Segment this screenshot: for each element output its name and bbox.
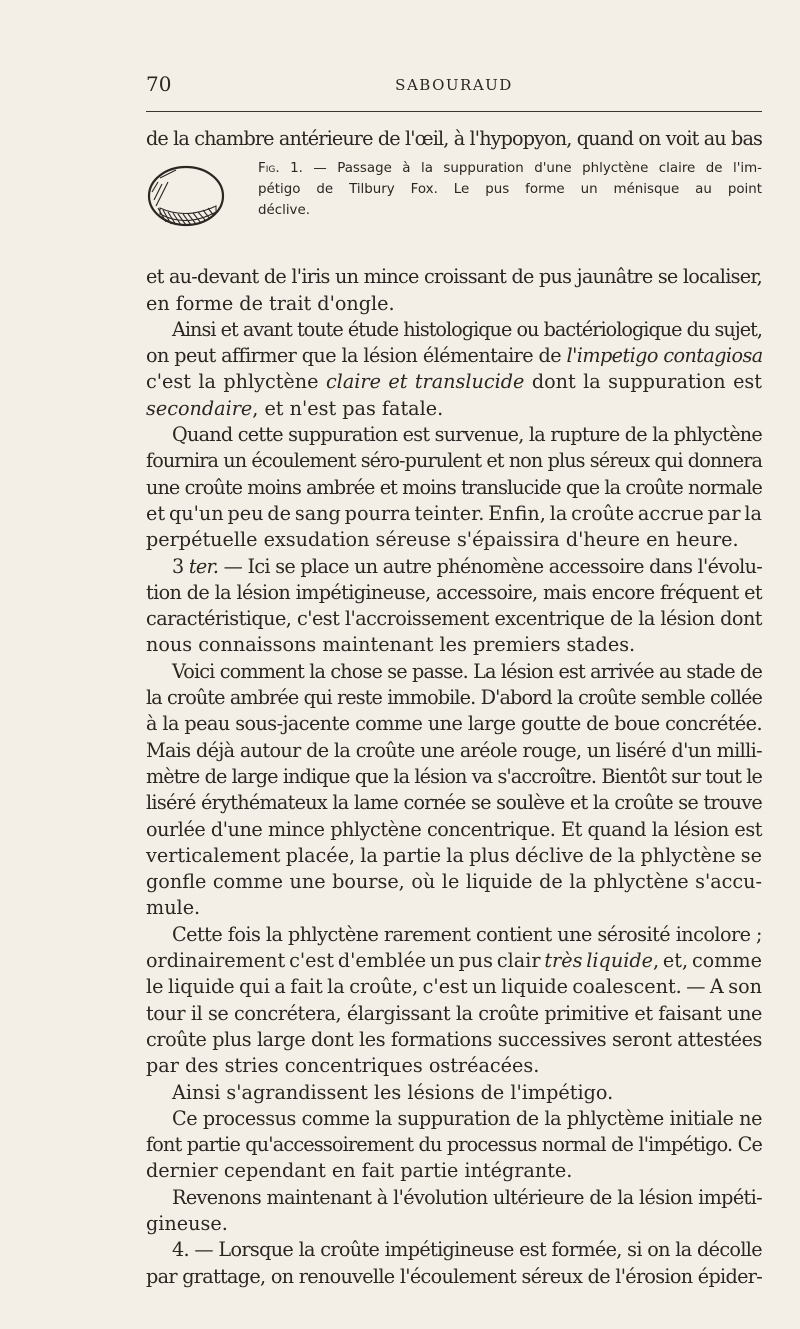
text-line: une croûte moins ambrée et moins translucide que la croûte normale (146, 475, 762, 499)
text-line: 4. — Lorsque la croûte impétigineuse est formée, si on la décolle (172, 1238, 762, 1262)
text-line: dernier cependant en fait partie intégrante. (146, 1159, 573, 1183)
text-line: tion de la lésion impétigineuse, accessoire, mais encore fréquent et (146, 580, 762, 604)
text-line: Ainsi et avant toute étude histologique ou bactériologique du sujet, (172, 317, 762, 341)
text-line: c'est la phlyctène claire et translucide dont la suppuration est (146, 370, 762, 394)
text-line: 3 ter. — Ici se place un autre phénomène accessoire dans l'évolu- (172, 554, 763, 578)
text-line: par grattage, on renouvelle l'écoulement séreux de l'érosion épider- (146, 1264, 762, 1288)
text-line: fournira un écoulement séro-purulent et non plus séreux qui donnera (146, 449, 763, 473)
text-line: liséré érythémateux la lame cornée se soulève et la croûte se trouve (146, 791, 762, 815)
text-line: le liquide qui a fait la croûte, c'est un liquide coalescent. — A son (146, 975, 762, 999)
text-line: perpétuelle exsudation séreuse s'épaissira d'heure en heure. (146, 528, 739, 552)
text-line: de la chambre antérieure de l'œil, à l'hypopyon, quand on voit au bas (146, 127, 762, 150)
text-line: secondaire, et n'est pas fatale. (146, 396, 444, 420)
text-line: nous connaissons maintenant les premiers stades. (146, 633, 636, 657)
text-line: et qu'un peu de sang pourra teinter. Enfin, la croûte accrue par la (146, 501, 762, 525)
figure-1 (146, 158, 762, 256)
text-line: Mais déjà autour de la croûte une aréole rouge, un liséré d'un milli- (146, 738, 762, 762)
text-line: caractéristique, c'est l'accroissement excentrique de la lésion dont (146, 607, 762, 631)
text-line: verticalement placée, la partie la plus déclive de la phlyctène se (146, 843, 762, 867)
figure-caption (258, 158, 762, 221)
text-line: en forme de trait d'ongle. (146, 291, 395, 315)
figure-label: Fig. 1. (258, 161, 303, 177)
text-line: font partie qu'accessoirement du processus normal de l'impétigo. Ce (146, 1133, 762, 1157)
text-line: gonfle comme une bourse, où le liquide de la phlyctène s'accu- (146, 870, 762, 894)
text-line: Revenons maintenant à l'évolution ultérieure de la lésion impéti- (172, 1185, 762, 1209)
text-line: ourlée d'une mince phlyctène concentrique. Et quand la lésion est (146, 817, 762, 841)
text-line: on peut affirmer que la lésion élémentaire de l'impetigo contagiosa (146, 344, 763, 368)
text-line: Ainsi s'agrandissent les lésions de l'impétigo. (172, 1080, 614, 1104)
page-number: 70 (146, 72, 172, 96)
text-line: croûte plus large dont les formations successives seront attestées (146, 1027, 762, 1051)
text-line: tour il se concrétera, élargissant la croûte primitive et faisant une (146, 1001, 762, 1025)
text-line: ordinairement c'est d'emblée un pus clair très liquide, et, comme (146, 949, 762, 973)
text-line: Cette fois la phlyctène rarement contient une sérosité incolore ; (172, 922, 762, 946)
text-line: par des stries concentriques ostréacées. (146, 1054, 540, 1078)
caption-line: déclive. (258, 203, 310, 219)
header-rule (146, 111, 762, 112)
caption-line: pétigo de Tilbury Fox. Le pus forme un ménisque au point (258, 182, 762, 198)
text-line: et au-devant de l'iris un mince croissant de pus jaunâtre se localiser, (146, 265, 762, 289)
running-title: SABOURAUD (395, 76, 513, 94)
text-line: Quand cette suppuration est survenue, la rupture de la phlyctène (172, 423, 762, 447)
text-line: Ce processus comme la suppuration de la phlyctème initiale ne (172, 1106, 762, 1130)
page-header (146, 72, 762, 102)
text-line: Voici comment la chose se passe. La lésion est arrivée au stade de (172, 659, 762, 683)
text-line: la croûte ambrée qui reste immobile. D'abord la croûte semble collée (146, 686, 762, 710)
text-line: mètre de large indique que la lésion va s'accroître. Bientôt sur tout le (146, 764, 762, 788)
text-line: mule. (146, 896, 201, 920)
phlyctene-illustration (146, 162, 226, 232)
body-text (146, 126, 762, 1290)
text-line: gineuse. (146, 1211, 228, 1235)
text-line: à la peau sous-jacente comme une large goutte de boue concrétée. (146, 712, 762, 736)
caption-line: Fig. 1. — Passage à la suppuration d'une phlyctène claire de l'im- (258, 161, 762, 177)
